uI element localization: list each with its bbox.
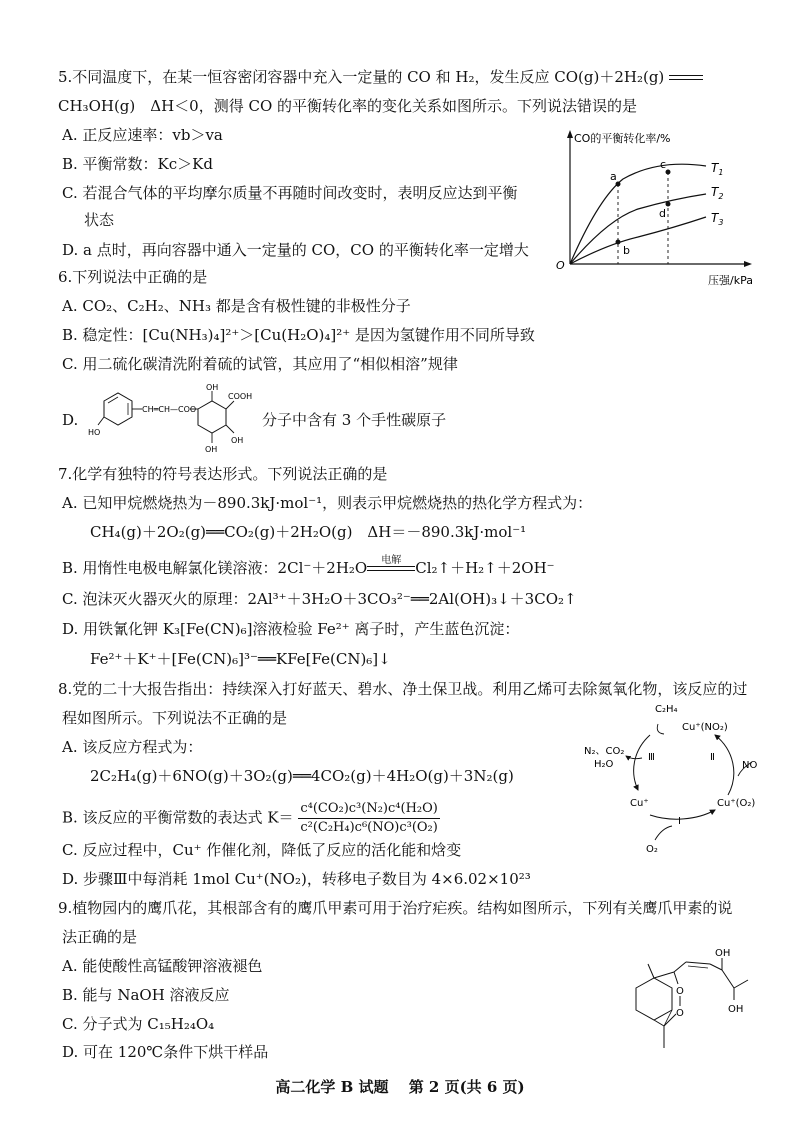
q9-option-b: B. 能与 NaOH 溶液反应	[62, 986, 230, 1004]
q8-option-d: D. 步骤Ⅲ中每消耗 1mol Cu⁺(NO₂)，转移电子数目为 4×6.02×10²³	[62, 870, 531, 888]
svg-text:Ⅱ: Ⅱ	[710, 752, 715, 763]
svg-text:HO: HO	[88, 428, 101, 437]
q7-stem: 7.化学有独特的符号表达形式。下列说法正确的是	[58, 465, 388, 483]
q6-option-b: B. 稳定性：[Cu(NH₃)₄]²⁺＞[Cu(H₂O)₄]²⁺ 是因为氢键作用不同所导致	[62, 326, 535, 344]
q9-stem-line1: 9.植物园内的鹰爪花，其根部含有的鹰爪甲素可用于治疗疟疾。结构如图所示，下列有关鹰爪甲素的说	[58, 899, 733, 917]
q7-option-b: B. 用惰性电极电解氯化镁溶液：2Cl⁻＋2H₂O 电解 Cl₂↑＋H₂↑＋2OH⁻	[62, 555, 555, 577]
q9-stem-line2: 法正确的是	[62, 928, 138, 946]
q7-option-d-equation: Fe²⁺＋K⁺＋[Fe(CN)₆]³⁻══KFe[Fe(CN)₆]↓	[90, 650, 391, 668]
q7-option-a-equation: CH₄(g)＋2O₂(g)══CO₂(g)＋2H₂O(g) ΔH＝－890.3kJ·mol⁻¹	[90, 523, 527, 541]
svg-text:Cu⁺(O₂): Cu⁺(O₂)	[717, 798, 756, 809]
svg-text:OH: OH	[715, 948, 731, 959]
svg-text:Ⅲ: Ⅲ	[648, 752, 655, 763]
q5-option-b: B. 平衡常数：Kc＞Kd	[62, 155, 213, 173]
q9-option-d: D. 可在 120℃条件下烘干样品	[62, 1043, 269, 1061]
q9-option-a: A. 能使酸性高锰酸钾溶液褪色	[62, 957, 263, 975]
q5-stem-line2: CH₃OH(g) ΔH＜0，测得 CO 的平衡转化率的变化关系如图所示。下列说法错误的是	[58, 97, 638, 115]
point-c	[666, 170, 671, 175]
q8-option-b: B. 该反应的平衡常数的表达式 K＝ $\frac{\text{c⁴(CO₂)c³(N₂)c⁴(H₂O)}}{\text{c²(C₂H₄)c⁶(NO)c³(O₂)}}$	[62, 801, 438, 835]
svg-text:H₂O: H₂O	[594, 759, 614, 770]
q7-option-c: C. 泡沫灭火器灭火的原理：2Al³⁺＋3H₂O＋3CO₃²⁻══2Al(OH)₃↓＋3CO₂↑	[62, 590, 577, 608]
svg-text:Ⅰ: Ⅰ	[678, 816, 681, 827]
svg-text:O: O	[676, 986, 684, 997]
point-d	[666, 202, 671, 207]
svg-text:OH: OH	[231, 436, 244, 445]
q9-option-c: C. 分子式为 C₁₅H₂₄O₄	[62, 1015, 215, 1033]
q6-stem: 6.下列说法中正确的是	[58, 268, 208, 286]
q7-option-d-line1: D. 用铁氰化钾 K₃[Fe(CN)₆]溶液检验 Fe²⁺ 离子时，产生蓝色沉淀：	[62, 620, 520, 638]
svg-text:COOH: COOH	[228, 392, 253, 401]
svg-text:Cu⁺(NO₂): Cu⁺(NO₂)	[682, 722, 728, 733]
q8-stem-line2: 程如图所示。下列说法不正确的是	[62, 709, 288, 727]
q7-option-a-line1: A. 已知甲烷燃烧热为－890.3kJ·mol⁻¹，则表示甲烷燃烧热的热化学方程式为：	[62, 494, 593, 512]
svg-text:O₂: O₂	[646, 844, 658, 855]
equilibrium-constant-fraction: $\frac{\text{c⁴(CO₂)c³(N₂)c⁴(H₂O)}}{\text{c²(C₂H₄)c⁶(NO)c³(O₂)}}$	[300, 801, 438, 835]
label-c: c	[660, 158, 667, 171]
q6-option-c: C. 用二硫化碳清洗附着硫的试管，其应用了“相似相溶”规律	[62, 355, 458, 373]
point-b	[616, 240, 621, 245]
q6-option-d-text: 分子中含有 3 个手性碳原子	[262, 411, 447, 429]
equilibrium-arrow	[669, 73, 703, 83]
q8-reaction-cycle	[580, 700, 780, 860]
graph-origin: O	[556, 259, 565, 272]
svg-text:CH═CH—COO: CH═CH—COO	[142, 405, 197, 414]
svg-text:N₂、CO₂: N₂、CO₂	[584, 746, 625, 757]
q5-option-c-line2: 状态	[84, 211, 115, 229]
curve-t1	[570, 164, 706, 264]
label-d: d	[659, 207, 666, 220]
q8-stem-line1: 8.党的二十大报告指出：持续深入打好蓝天、碧水、净土保卫战。利用乙烯可去除氮氧化物，该反应的过	[58, 680, 748, 698]
label-b: b	[623, 244, 630, 257]
page-footer: 高二化学 B 试题 第 2 页(共 6 页)	[275, 1078, 525, 1096]
label-a: a	[610, 170, 617, 183]
label-t1: $T_1$	[711, 161, 724, 177]
q6-option-a: A. CO₂、C₂H₂、NH₃ 都是含有极性键的非极性分子	[62, 297, 411, 315]
q6-chlorogenic-structure	[88, 383, 258, 455]
q5-option-c-line1: C. 若混合气体的平均摩尔质量不再随时间改变时，表明反应达到平衡	[62, 184, 518, 202]
q9-yingzhaosu-structure	[618, 948, 768, 1058]
q5-conversion-graph	[548, 124, 763, 294]
svg-text:OH: OH	[206, 383, 219, 392]
svg-text:OH: OH	[728, 1004, 744, 1015]
q6-option-d-label: D.	[62, 411, 79, 429]
svg-text:Cu⁺: Cu⁺	[630, 798, 649, 809]
svg-text:OH: OH	[205, 445, 218, 454]
electrolysis-sign: 电解	[367, 564, 415, 574]
svg-text:O: O	[676, 1008, 684, 1019]
svg-text:NO: NO	[742, 760, 758, 771]
q8-option-c: C. 反应过程中，Cu⁺ 作催化剂，降低了反应的活化能和焓变	[62, 841, 462, 859]
label-t2: $T_2$	[711, 185, 724, 201]
q5-option-d: D. a 点时，再向容器中通入一定量的 CO，CO 的平衡转化率一定增大	[62, 241, 529, 259]
curve-t3	[570, 217, 706, 264]
q5-stem-line1: 5.不同温度下，在某一恒容密闭容器中充入一定量的 CO 和 H₂，发生反应 CO(g)＋2H₂(g)	[58, 67, 703, 87]
graph-x-label: 压强/kPa	[708, 274, 753, 287]
graph-y-label: CO的平衡转化率/%	[574, 132, 671, 145]
q5-option-a: A. 正反应速率：vb＞va	[62, 126, 223, 144]
label-t3: $T_3$	[711, 211, 724, 227]
q8-option-a-equation: 2C₂H₄(g)＋6NO(g)＋3O₂(g)══4CO₂(g)＋4H₂O(g)＋3N₂(g)	[90, 767, 514, 785]
svg-text:C₂H₄: C₂H₄	[655, 704, 678, 715]
q8-option-a-line1: A. 该反应方程式为：	[62, 738, 203, 756]
